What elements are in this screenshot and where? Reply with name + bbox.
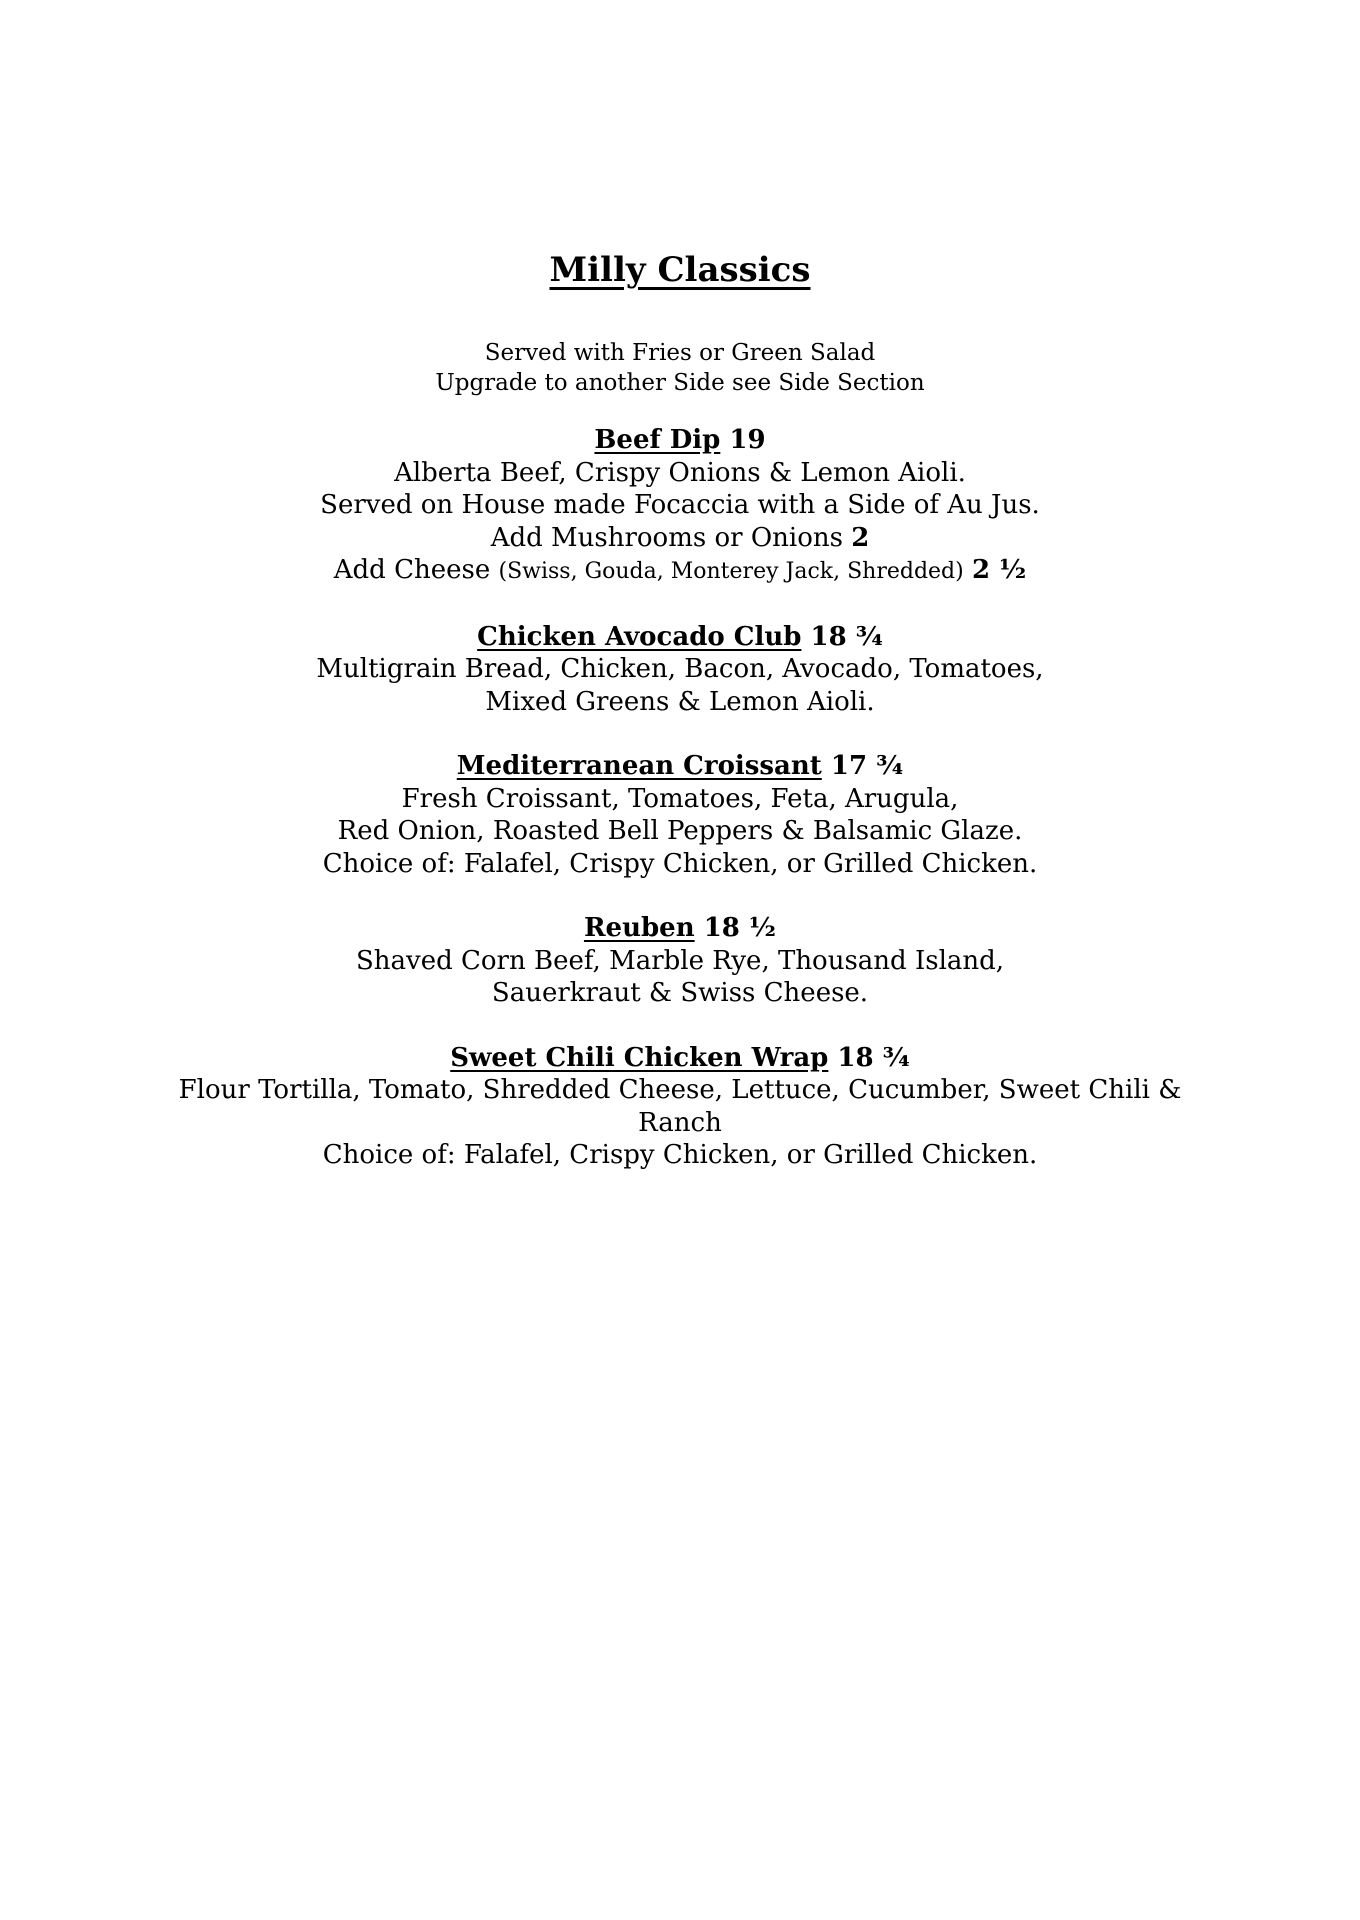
menu-item-price: 18 ¾ bbox=[837, 1042, 910, 1073]
menu-item-description: Ranch bbox=[638, 1107, 722, 1138]
menu-item-description: Choice of: Falafel, Crispy Chicken, or Grilled Chicken. bbox=[322, 848, 1038, 879]
menu-item-name: Beef Dip bbox=[594, 425, 721, 455]
menu-item-description: Sauerkraut & Swiss Cheese. bbox=[491, 978, 869, 1008]
menu-item-name: Reuben bbox=[583, 913, 695, 943]
menu-item-price: 18 ¾ bbox=[810, 621, 883, 652]
menu-item-reuben bbox=[160, 912, 1200, 1010]
menu-item-price: 17 ¾ bbox=[830, 751, 904, 781]
menu-subtitle bbox=[0, 338, 1360, 398]
menu-item-heading bbox=[160, 621, 1200, 654]
menu-item-addon bbox=[160, 554, 1200, 589]
subtitle-line-upgrade: Upgrade to another Side see Side Section bbox=[435, 370, 925, 396]
menu-item-addon bbox=[160, 522, 1200, 555]
menu-item-description: Red Onion, Roasted Bell Peppers & Balsamic Glaze. bbox=[337, 816, 1023, 846]
menu-item-price: 18 ½ bbox=[703, 913, 777, 943]
menu-item-description: Mixed Greens & Lemon Aioli. bbox=[485, 686, 875, 717]
menu-item-description: Choice of: Falafel, Crispy Chicken, or Grilled Chicken. bbox=[322, 1140, 1038, 1170]
subtitle-line-sides: Served with Fries or Green Salad bbox=[484, 340, 876, 366]
addon-options: (Swiss, Gouda, Monterey Jack, Shredded) bbox=[498, 559, 964, 584]
menu-item-heading bbox=[160, 750, 1200, 783]
addon-price: 2 ½ bbox=[971, 555, 1027, 585]
menu-item-price: 19 bbox=[729, 425, 766, 455]
menu-item-description: Flour Tortilla, Tomato, Shredded Cheese, Lettuce, Cucumber, Sweet Chili & bbox=[178, 1075, 1182, 1105]
addon-text: Add Mushrooms or Onions bbox=[490, 522, 843, 553]
addon-price: 2 bbox=[851, 522, 870, 553]
menu-item-description: Multigrain Bread, Chicken, Bacon, Avocado, Tomatoes, bbox=[316, 654, 1044, 684]
menu-item-heading bbox=[160, 912, 1200, 945]
menu-item-mediterranean-croissant bbox=[160, 750, 1200, 880]
menu-items bbox=[160, 424, 1200, 1204]
menu-item-chicken-avocado-club bbox=[160, 621, 1200, 719]
menu-item-beef-dip bbox=[160, 424, 1200, 589]
menu-item-description: Fresh Croissant, Tomatoes, Feta, Arugula, bbox=[401, 783, 959, 814]
menu-item-description: Served on House made Focaccia with a Side of Au Jus. bbox=[320, 490, 1040, 520]
menu-item-description: Alberta Beef, Crispy Onions & Lemon Aioli. bbox=[394, 457, 966, 488]
menu-item-heading bbox=[160, 1042, 1200, 1075]
page-title: Milly Classics bbox=[549, 250, 811, 290]
menu-item-name: Mediterranean Croissant bbox=[456, 751, 822, 781]
menu-item-name: Chicken Avocado Club bbox=[477, 621, 802, 652]
menu-item-heading bbox=[160, 424, 1200, 457]
menu-item-name: Sweet Chili Chicken Wrap bbox=[450, 1042, 829, 1073]
menu-item-sweet-chili-chicken-wrap bbox=[160, 1042, 1200, 1172]
menu-item-description: Shaved Corn Beef, Marble Rye, Thousand Island, bbox=[355, 945, 1005, 976]
addon-text: Add Cheese bbox=[333, 555, 491, 585]
